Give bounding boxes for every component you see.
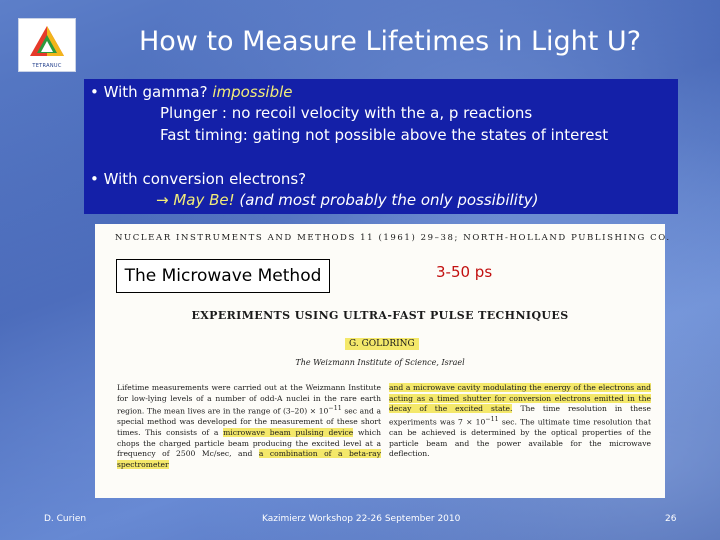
paper-institute: The Weizmann Institute of Science, Israel (295, 358, 465, 367)
sub-bullet-maybe (156, 191, 538, 209)
sub-bullet-fast-timing: Fast timing: gating not possible above the states of interest (160, 126, 609, 144)
abstract-left-exp: −11 (328, 405, 342, 413)
tetranuc-logo (18, 18, 76, 72)
paper-title: EXPERIMENTS USING ULTRA-FAST PULSE TECHNIQUES (191, 309, 569, 322)
maybe-emphasis: May Be! (173, 191, 235, 209)
paper-excerpt (95, 224, 671, 498)
bullet-gamma (90, 83, 293, 101)
time-range-label: 3-50 ps (436, 263, 493, 281)
slide-title: How to Measure Lifetimes in Light U? (138, 26, 642, 57)
highlight-microwave-cavity: and a microwave cavity modulating the energy of the electrons and acting as a timed shutter for conversion electrons emitted in the decay of the excited state. (389, 383, 651, 414)
abstract-right-column (389, 383, 651, 460)
bullet-conversion-electrons: • With conversion electrons? (90, 170, 307, 188)
abstract-left-a: Lifetime measurements were carried out at the Weizmann Institute for low-lying levels of a number of odd-A nuclei in the rare earth region. The mean lives are in the range of (3–20) × 10 (117, 383, 381, 416)
abstract-right-exp: −11 (485, 415, 499, 423)
journal-header: NUCLEAR INSTRUMENTS AND METHODS 11 (1961) 29–38; NORTH-HOLLAND PUBLISHING CO. (115, 233, 671, 243)
abstract-left-c: which chops the charged particle beam producing the excited level at a frequency of 2500 Mc/sec, and (117, 427, 381, 459)
maybe-rest: (and most probably the only possibility) (234, 191, 539, 209)
footer-page-number: 26 (665, 514, 677, 524)
abstract-left-column (117, 383, 381, 470)
logo-text: TETRANUC (32, 63, 62, 69)
footer-author: D. Curien (44, 514, 87, 524)
arrow-icon: → (156, 191, 174, 209)
abstract-right-a: The time resolution in these experiments was 7 × 10 (389, 404, 651, 427)
sub-bullet-plunger: Plunger : no recoil velocity with the a, p reactions (160, 104, 533, 122)
bullet-gamma-emphasis: impossible (212, 83, 293, 101)
abstract-left-b: sec and a special method was developed for the measurement of these short times. This consists of a (117, 406, 381, 437)
bullet-box (84, 79, 678, 214)
microwave-method-label: The Microwave Method (116, 259, 330, 293)
highlight-pulsing-device: microwave beam pulsing device (223, 427, 354, 437)
triangle-logo-icon (29, 25, 65, 57)
paper-author: G. GOLDRING (345, 338, 419, 350)
highlight-spectrometer: a combination of a beta-ray spectrometer (117, 449, 381, 469)
footer-event: Kazimierz Workshop 22-26 September 2010 (262, 514, 461, 524)
bullet-gamma-text: • With gamma? (90, 83, 213, 101)
abstract-right-b: sec. The ultimate time resolution that can be achieved is determined by the optical properties of the particle beam and the power available for the microwave deflection. (389, 417, 651, 459)
